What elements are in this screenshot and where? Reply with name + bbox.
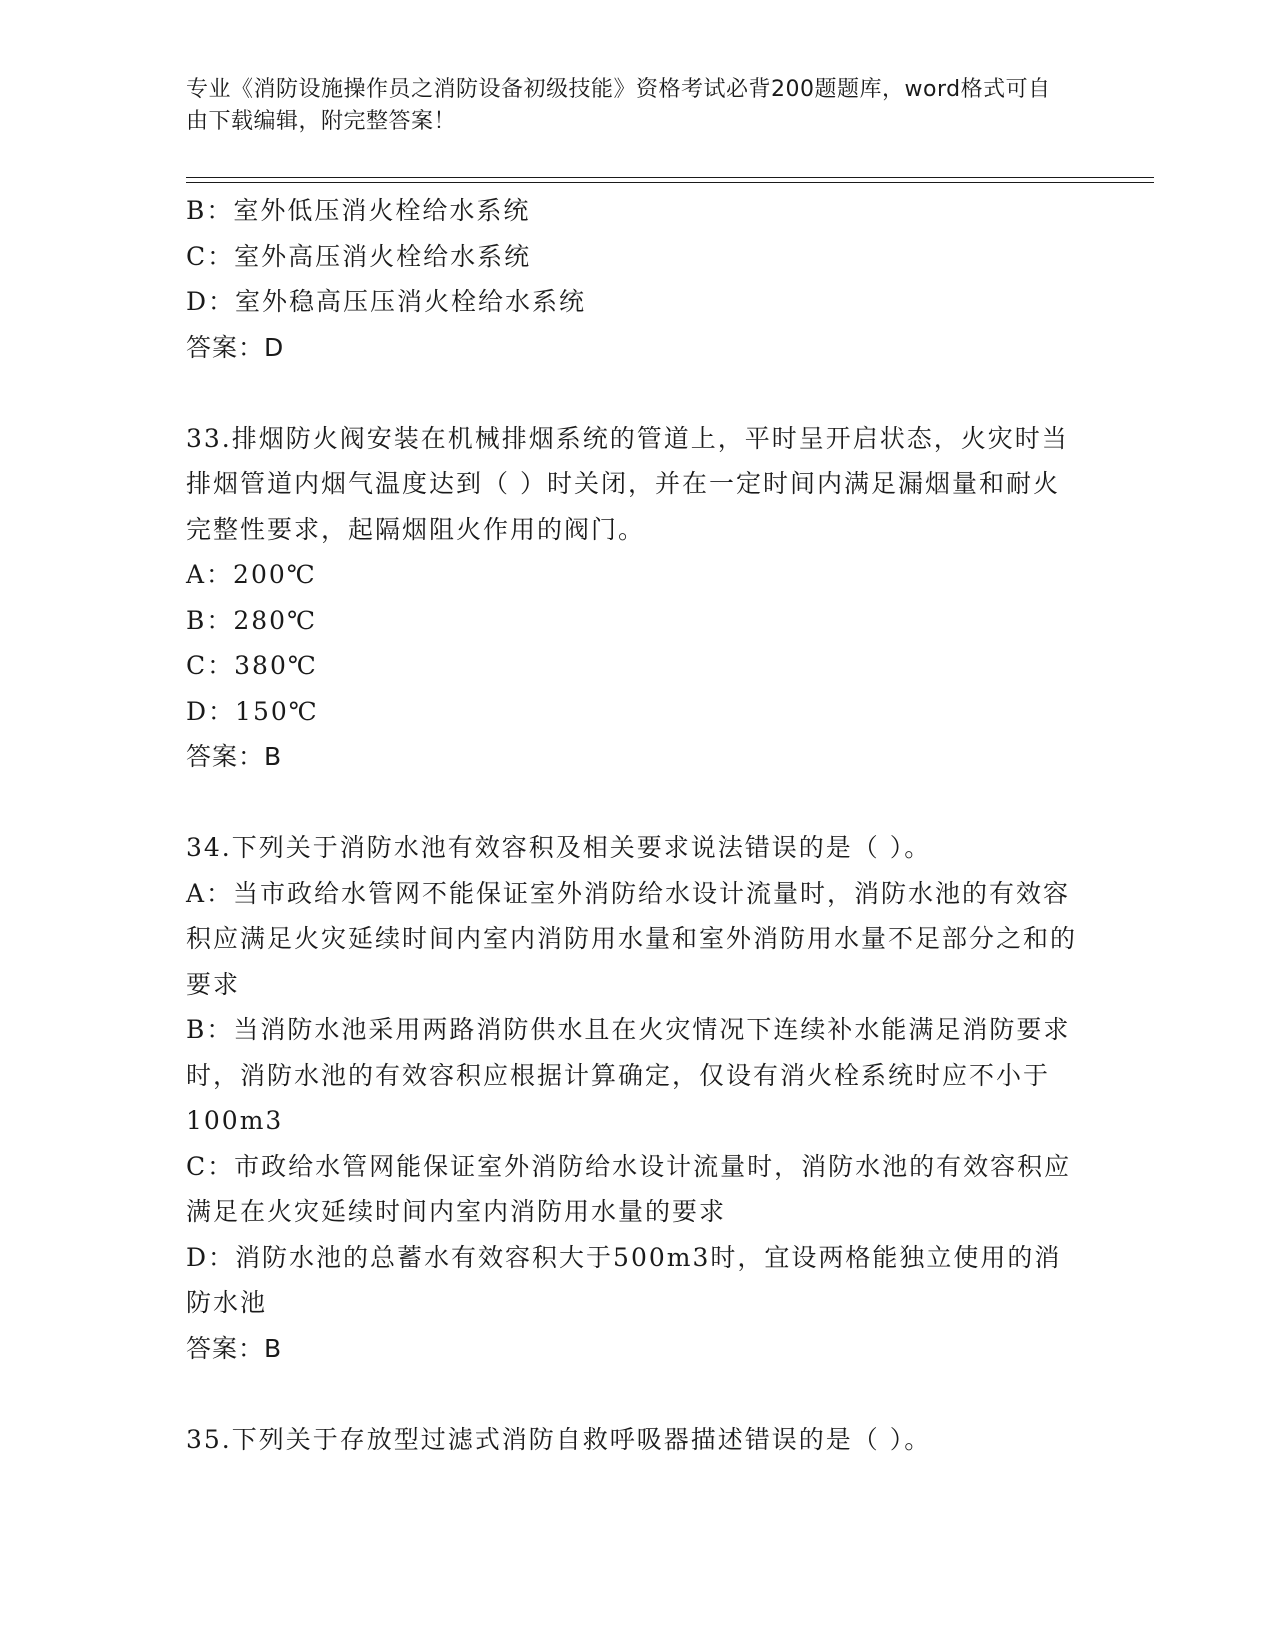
option-d: D：消防水池的总蓄水有效容积大于500m3时，宜设两格能独立使用的消防水池 [186,1242,1062,1317]
answer: 答案：B [186,742,283,771]
option-c: C：室外高压消火栓给水系统 [186,241,532,271]
question-34 [186,825,1086,1371]
question-33 [186,416,1086,780]
option-b: B：280℃ [186,605,318,635]
option-b: B：当消防水池采用两路消防供水且在火灾情况下连续补水能满足消防要求时，消防水池的有效容积应根据计算确定，仅设有消火栓系统时应不小于100m3 [186,1015,1071,1135]
option-d: D：150℃ [186,696,319,726]
question-32-tail [186,188,1086,370]
document-header: 专业《消防设施操作员之消防设备初级技能》资格考试必背200题题库，word格式可自由下载编辑，附完整答案！ [186,77,1051,134]
option-c: C：380℃ [186,651,318,680]
option-c: C：市政给水管网能保证室外消防给水设计流量时，消防水池的有效容积应满足在火灾延续时间内室内消防用水量的要求 [186,1151,1072,1226]
answer: 答案：D [186,332,285,362]
answer: 答案：B [186,1333,283,1363]
question-text: 35.下列关于存放型过滤式消防自救呼吸器描述错误的是（ ）。 [186,1424,932,1454]
spacer [186,370,1086,416]
spacer [186,1371,1086,1417]
spacer [186,780,1086,826]
option-b: B：室外低压消火栓给水系统 [186,196,531,225]
question-content [186,188,1086,1462]
header-divider-bottom [186,182,1154,183]
question-text: 34.下列关于消防水池有效容积及相关要求说法错误的是（ ）。 [186,833,932,862]
option-a: A：200℃ [186,560,317,589]
question-text: 33.排烟防火阀安装在机械排烟系统的管道上，平时呈开启状态，火灾时当排烟管道内烟气温度达到（ ）时关闭，并在一定时间内满足漏烟量和耐火完整性要求，起隔烟阻火作用的阀门。 [186,423,1069,544]
header-divider-top [186,177,1154,178]
option-a: A：当市政给水管网不能保证室外消防给水设计流量时，消防水池的有效容积应满足火灾延续时间内室内消防用水量和室外消防用水量不足部分之和的要求 [186,878,1078,999]
question-35 [186,1417,1086,1463]
option-d: D：室外稳高压压消火栓给水系统 [186,287,587,316]
